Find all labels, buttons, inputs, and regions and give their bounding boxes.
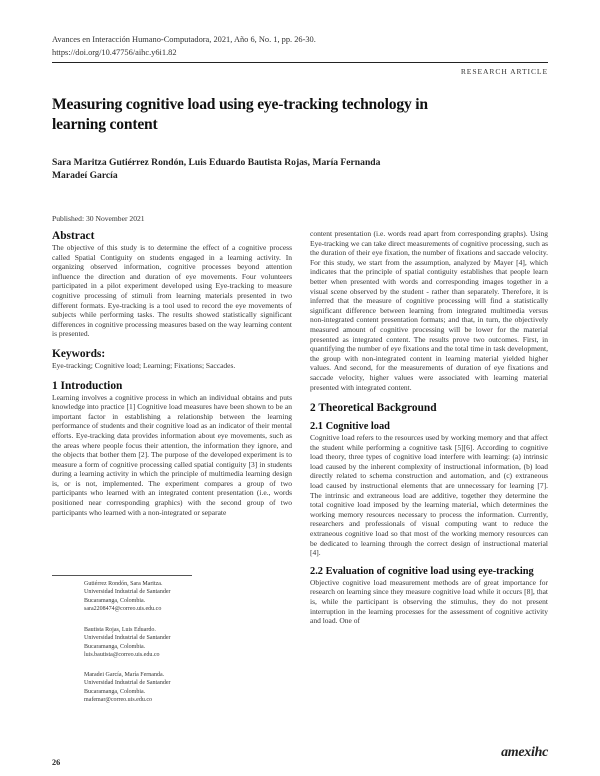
author-list: Sara Maritza Gutiérrez Rondón, Luis Eduardo Bautista Rojas, María Fernanda Maradeí García bbox=[52, 157, 381, 181]
introduction-text: Learning involves a cognitive process in which an individual obtains and puts knowledge into practice [1] Cognitive load measures have been shown to be an important factor in establishing a relationship between the learning performance of students and their cognitive load as an indicator of their mental efforts. Eye-tracking data provides information about eye movements, such as the areas where people focus their attention, the information they ignore, and the objects that bother them [2]. The purpose of the developed experiment is to measure a form of cognitive processing called spatial contiguity [3] in students during a learning activity in which the principle of multimedia learning design is, or is not, implemented. The experiment compares a group of two participants who learned with an integrated content presentation (i.e., words positioned near corresponding graphics) with the second group of two participants who learned with a non-integrated or separate bbox=[52, 392, 292, 517]
journal-logo: amexihc bbox=[501, 745, 548, 760]
affiliation-institution: Universidad Industrial de Santander bbox=[84, 635, 171, 642]
abstract-heading: Abstract bbox=[52, 230, 95, 242]
header-rule bbox=[52, 62, 548, 63]
section-2-1-heading: 2.1 Cognitive load bbox=[310, 421, 390, 433]
introduction-heading: 1 Introduction bbox=[52, 379, 123, 392]
section-2-2-text: Objective cognitive load measurement methods are of great importance for research on learning since they measure cognitive load while it occurs [8], that is, while the participant is observing the stimulus, they do not present interruption in the learning processes for the assessment of cognitive activity and load. One of bbox=[310, 577, 548, 626]
page-number: 26 bbox=[52, 758, 61, 767]
affiliation-2 bbox=[84, 626, 170, 660]
affiliation-email[interactable]: mafemar@correo.uis.edu.co bbox=[84, 697, 152, 704]
affiliation-city: Bucaramanga, Colombia. bbox=[84, 688, 146, 695]
journal-citation: Avances en Interacción Humano-Computadora, 2021, Año 6, No. 1, pp. 26-30. bbox=[52, 35, 316, 44]
affiliation-3 bbox=[84, 671, 170, 705]
keywords-heading: Keywords: bbox=[52, 347, 106, 360]
article-type-label: RESEARCH ARTICLE bbox=[460, 67, 548, 76]
affiliation-city: Bucaramanga, Colombia. bbox=[84, 597, 146, 604]
affiliation-email[interactable]: sara2208474@correo.uis.edu.co bbox=[84, 606, 162, 613]
abstract-text: The objective of this study is to determine the effect of a cognitive process called Spatial Contiguity on students engaged in a learning activity. In organizing observed information, cognitive processes beyond attention influence the direction and duration of eye movements. Four volunteers participated in a pilot experiment developed using Eye-tracking to measure cognitive processing of stimuli from learning materials presented in two different formats. Eye-tracking is a tool used to record the eye movements of subjects while performing tasks. The results showed statistically significant differences in cognitive processing measures based on the way learning content is presented. bbox=[52, 243, 292, 339]
section-2-heading: 2 Theoretical Background bbox=[310, 402, 437, 415]
affiliation-institution: Universidad Industrial de Santander bbox=[84, 680, 171, 687]
section-2-2-heading: 2.2 Evaluation of cognitive load using eye-tracking bbox=[310, 565, 534, 577]
section-2-1-text: Cognitive load refers to the resources used by working memory and that affect the student while performing a cognitive task [5][6]. According to cognitive load theory, three types of cognitive load interfere with learning: (a) intrinsic load caused by the inherent complexity of instructional information, (b) load directly related to schema construction and automation, and (c) extraneous load caused by instructional elements that are unnecessary for learning [7]. The intrinsic and extraneous load are additive, together they determine the total cognitive load imposed by the learning material, which determines the working memory resources necessary to process the information. Currently, researchers and professionals of visual computing want to reduce the extraneous cognitive load so that most of the working memory resources can be dedicated to learning through the correct design of instructional material [4]. bbox=[310, 433, 548, 558]
paper-title: Measuring cognitive load using eye-tracking technology in learning content bbox=[52, 96, 428, 133]
affiliation-city: Bucaramanga, Colombia. bbox=[84, 643, 146, 650]
affiliation-name: Maradei García, María Fernanda. bbox=[84, 672, 165, 678]
affiliation-name: Bautista Rojas, Luis Eduardo. bbox=[84, 627, 156, 633]
affiliation-1 bbox=[84, 580, 170, 614]
affiliation-institution: Universidad Industrial de Santander bbox=[84, 589, 171, 596]
keywords-text: Eye-tracking; Cognitive load; Learning; Fixations; Saccades. bbox=[52, 360, 236, 370]
footnote-rule bbox=[52, 575, 192, 576]
affiliation-name: Gutiérrez Rondón, Sara Maritza. bbox=[84, 581, 163, 587]
affiliation-email[interactable]: luis.bautista@correo.uis.edu.co bbox=[84, 652, 160, 659]
introduction-continued-text: content presentation (i.e. words read apart from corresponding graphs). Using Eye-tracking we can take direct measurements of cognitive processing, such as the duration of their eye fixation, the number of fixations and saccade velocity. For this study, we start from the assumption, analyzed by Mayer [4], which indicates that the principle of spatial contiguity establishes that people learn better when presented with words and corresponding images together in a visual scene observed by the student - rather than separately. Therefore, it is inferred that the measure of cognitive processing will find a statistically significant difference between learning from integrated multimedia versus non-integrated content presentation formats; and that, in turn, the objectively measured amount of cognitive processing will be lower for the material presented as integrated content. The results prove two outcomes. First, in quantifying the number of eye fixations and the total time in task development, the group with non-integrated content in learning material yielded higher values. And second, for the measurements of duration of eye fixations and saccade velocity, higher values were associated with learning material presented with integrated content. bbox=[310, 229, 548, 392]
doi-link[interactable]: https://doi.org/10.47756/aihc.y6i1.82 bbox=[52, 48, 177, 57]
left-column bbox=[52, 230, 292, 517]
right-column bbox=[310, 229, 548, 626]
published-date: Published: 30 November 2021 bbox=[52, 214, 145, 223]
